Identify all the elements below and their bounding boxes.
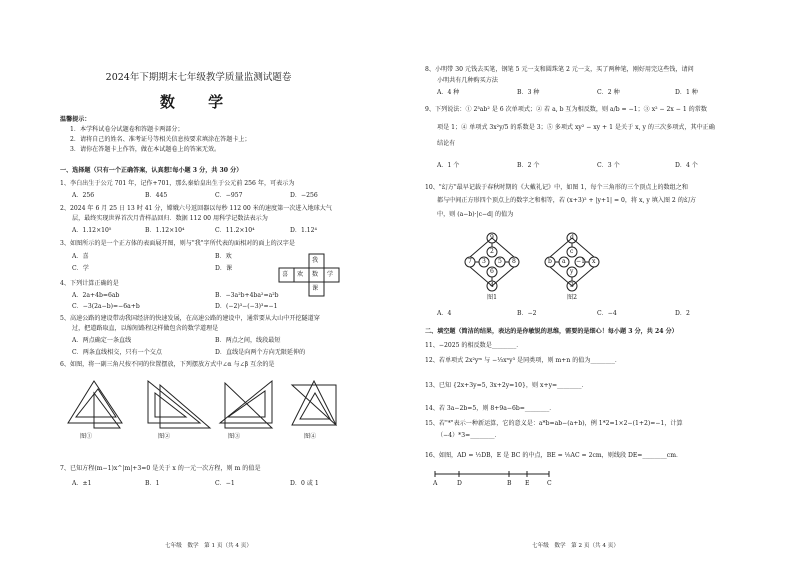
net-cell-wo: 我 — [312, 257, 319, 264]
question-8-line2: 小明共有几种购买方法 — [437, 77, 498, 84]
fig1-num-4: 3 — [482, 258, 486, 265]
q5-option-d: D．直线是向两个方向无限延伸的 — [215, 349, 306, 356]
question-7: 7、已知方程(m−1)x^|m|+3=0 是关于 x 的一元一次方程，则 m 的值是 — [60, 465, 261, 472]
q8-option-b: B．3 种 — [517, 89, 540, 96]
q7-option-a: A．±1 — [72, 480, 92, 487]
section-1-header: 一、选择题（只有一个正确答案，认真想!每小题 3 分，共 30 分） — [60, 167, 243, 174]
triangle-rulers-figures — [60, 373, 340, 435]
point-c-label: C — [547, 480, 552, 487]
q4-option-a: A．2a+4b=6ab — [72, 292, 120, 299]
q1-option-b: B．445 — [145, 192, 168, 199]
q7-option-b: B．1 — [145, 480, 160, 487]
q5-option-c: C．两条直线相交，只有一个交点 — [72, 349, 162, 356]
q5-option-b: B．两点之间，线段最短 — [215, 337, 281, 344]
figure-4-label: 图④ — [304, 433, 317, 440]
page-footer: 七年级 数学 第 1 页（共 4 页） — [165, 543, 252, 549]
fig1-num-7: 6 — [490, 268, 494, 275]
question-16: 16、如图，AD = ½DB，E 是 BC 的中点，BE = ⅕AC = 2cm，则线段 DE=________cm． — [425, 452, 683, 459]
net-cell-ke: 课 — [312, 285, 319, 292]
q9-option-a: A．1 个 — [437, 162, 460, 169]
question-6: 6、如图，将一副三角尺按不同的位置摆放，下列摆放方式中∠α 与∠β 互余的是 — [60, 361, 275, 368]
fig2-val-d: d — [570, 234, 574, 241]
segment-figure — [433, 468, 553, 480]
point-e-label: E — [525, 480, 530, 487]
fig1-num-top: 9 — [490, 234, 494, 241]
fig1-num-3: 7 — [468, 258, 472, 265]
q7-option-c: C．−1 — [215, 480, 235, 487]
q4-option-b: B．−3a²b+4ba²=a²b — [215, 292, 279, 299]
point-d-label: D — [457, 480, 462, 487]
q9-option-d: D．4 个 — [675, 162, 698, 169]
subject-title: 数 学 — [159, 93, 238, 111]
magic-square-figures — [462, 230, 622, 305]
q3-option-b: B．欢 — [215, 253, 232, 260]
fig1-caption: 图1 — [487, 294, 497, 301]
question-10-line1: 10、"幻方"最早记载于春秋时期的《大戴礼记》中，如图 1，每个三角形的三个顶点上的数组之和 — [425, 184, 688, 191]
fig2-val-c: c — [570, 248, 574, 255]
fig2-val-y: y — [570, 268, 574, 275]
figure-1-label: 图① — [80, 433, 93, 440]
point-a-label: A — [433, 480, 438, 487]
q1-option-c: C．−957 — [215, 192, 243, 199]
tip-1: 1．本学科试卷分试题卷和答题卡两部分； — [70, 126, 184, 133]
section-2-header: 二、填空题（简洁的结果，表达的是你敏锐的思维，需要的是细心！每小题 3 分，共 24 分） — [425, 328, 678, 335]
q2-option-a: A．1.12×10⁵ — [72, 227, 112, 234]
tips-title: 温馨提示： — [60, 116, 91, 123]
q3-option-a: A．喜 — [72, 253, 89, 260]
point-b-label: B — [507, 480, 512, 487]
question-1: 1、李白出生于公元 701 年，记作+701，那么秦始皇出生于公元前 256 年，可表示为 — [60, 180, 295, 187]
fig2-caption: 图2 — [567, 294, 577, 301]
fig2-val-x: x — [592, 258, 596, 265]
question-13: 13、已知 {2x+3y=5, 3x+2y=10}，则 x+y=________． — [425, 382, 588, 389]
q10-option-d: D．2 — [675, 310, 690, 317]
question-4: 4、下列计算正确的是 — [60, 280, 119, 287]
fig2-val-a: a — [562, 258, 566, 265]
q3-option-d: D．课 — [215, 265, 233, 272]
fig1-num-bottom: 4 — [490, 282, 494, 289]
question-5-line2: 过，把道路取直，以缩短路程这样做包含的数学道理是 — [72, 325, 219, 332]
figure-3-label: 图③ — [228, 433, 241, 440]
question-15-line1: 15、若"*"表示一种新运算，它的意义是：a*b=ab−(a+b)，例 1*2=1×2−(1+2)=−1，计算 — [425, 420, 683, 427]
question-9-line1: 9、下列说法：① 2³ab² 是 6 次单项式；② 若 a, b 互为相反数，则 a/b = −1；③ x² − 2x − 1 的常数 — [425, 106, 707, 113]
question-14: 14、若 3a−2b=5，则 8+9a−6b=________． — [425, 405, 556, 412]
tip-2: 2．请将自己的姓名、准考证号等相关信息按要求填涂在答题卡上； — [70, 136, 251, 143]
q4-option-d: D．(−2)³−(−3)³=−1 — [215, 303, 278, 310]
question-8-line1: 8、小明带 30 元钱去买笔，钢笔 5 元一支和圆珠笔 2 元一支，买了两种笔，刚好用完这些钱，请问 — [425, 66, 694, 73]
q4-option-c: C．−3(2a−b)=−6a+b — [72, 303, 140, 310]
question-5-line1: 5、高速公路的建设带动我国经济的快速发展，在高速公路的建设中，通常要从大山中开挖隧道穿 — [60, 315, 320, 322]
net-cell-huan: 欢 — [297, 271, 304, 278]
question-10-line3: 中，则 (a−b)·|c−d| 的值为 — [437, 211, 514, 218]
fig2-val-b: b — [548, 258, 552, 265]
q2-option-c: C．11.2×10⁴ — [215, 227, 255, 234]
q1-option-a: A．256 — [72, 192, 95, 199]
net-cell-shu: 数 — [312, 271, 319, 278]
q2-option-b: B．1.12×10⁴ — [145, 227, 185, 234]
q8-option-c: C．2 种 — [597, 89, 620, 96]
q2-option-d: D．1.12⁴ — [290, 227, 317, 234]
q5-option-a: A．两点确定一条直线 — [72, 337, 132, 344]
page-footer: 七年级 数学 第 2 页（共 4 页） — [532, 543, 619, 549]
net-cell-xue: 学 — [327, 271, 334, 278]
question-15-line2: （−4）*3=________． — [437, 432, 501, 439]
tip-3: 3．请你在答题卡上作答，做在本试题卷上的答案无效。 — [70, 146, 221, 153]
q7-option-d: D．0 或 1 — [290, 480, 319, 487]
q1-option-d: D．−256 — [290, 192, 318, 199]
q9-option-b: B．2 个 — [517, 162, 540, 169]
question-2-line1: 2、2024 年 6 月 25 日 13 时 41 分，嫦娥六号返回器以每秒 112 00 米的速度第一次进入地球大气 — [60, 205, 332, 212]
q3-option-c: C．学 — [72, 265, 89, 272]
fig1-num-5: 5 — [498, 258, 502, 265]
exam-page-2 — [397, 0, 794, 561]
q9-option-c: C．3 个 — [597, 162, 620, 169]
exam-title: 2024年下期期末七年级教学质量监测试题卷 — [105, 72, 292, 83]
q10-option-c: C．−4 — [597, 310, 617, 317]
question-9-line3: 结论有 — [437, 140, 456, 147]
fig1-num-2: 2 — [490, 248, 494, 255]
fig2-val-neg1: −1 — [576, 258, 585, 265]
q8-option-d: D．1 种 — [675, 89, 698, 96]
question-3: 3、如图所示的是一个正方体的表面展开图，则与"我"字所代表的面相对的面上的汉字是 — [60, 240, 295, 247]
fig2-val-3: 3 — [570, 282, 574, 289]
figure-2-label: 图② — [158, 433, 171, 440]
question-2-line2: 层，最终实现世界首次月背样品回归．数据 112 00 用科学记数法表示为 — [72, 215, 268, 222]
question-10-line2: 都与中间正方形四个顶点上的数字之和相等，若 (x+3)² + |y+1| = 0，将 x, y 填入图 2 的幻方 — [437, 197, 697, 204]
question-12: 12、若单项式 2x²yᵐ 与 −⅓xⁿy³ 是同类项，则 m+n 的值为________． — [425, 357, 621, 364]
fig1-num-6: 8 — [512, 258, 516, 265]
q10-option-b: B．−2 — [517, 310, 537, 317]
q8-option-a: A．4 种 — [437, 89, 460, 96]
net-cell-xi: 喜 — [282, 271, 289, 278]
question-9-line2: 项是 1；④ 单项式 3x²y/5 的系数是 3；⑤ 多项式 xy² − xy + 1 是关于 x, y 的三次多项式，其中正确 — [437, 124, 715, 131]
q10-option-a: A．4 — [437, 310, 452, 317]
question-11: 11、−2025 的相反数是________． — [425, 342, 523, 349]
